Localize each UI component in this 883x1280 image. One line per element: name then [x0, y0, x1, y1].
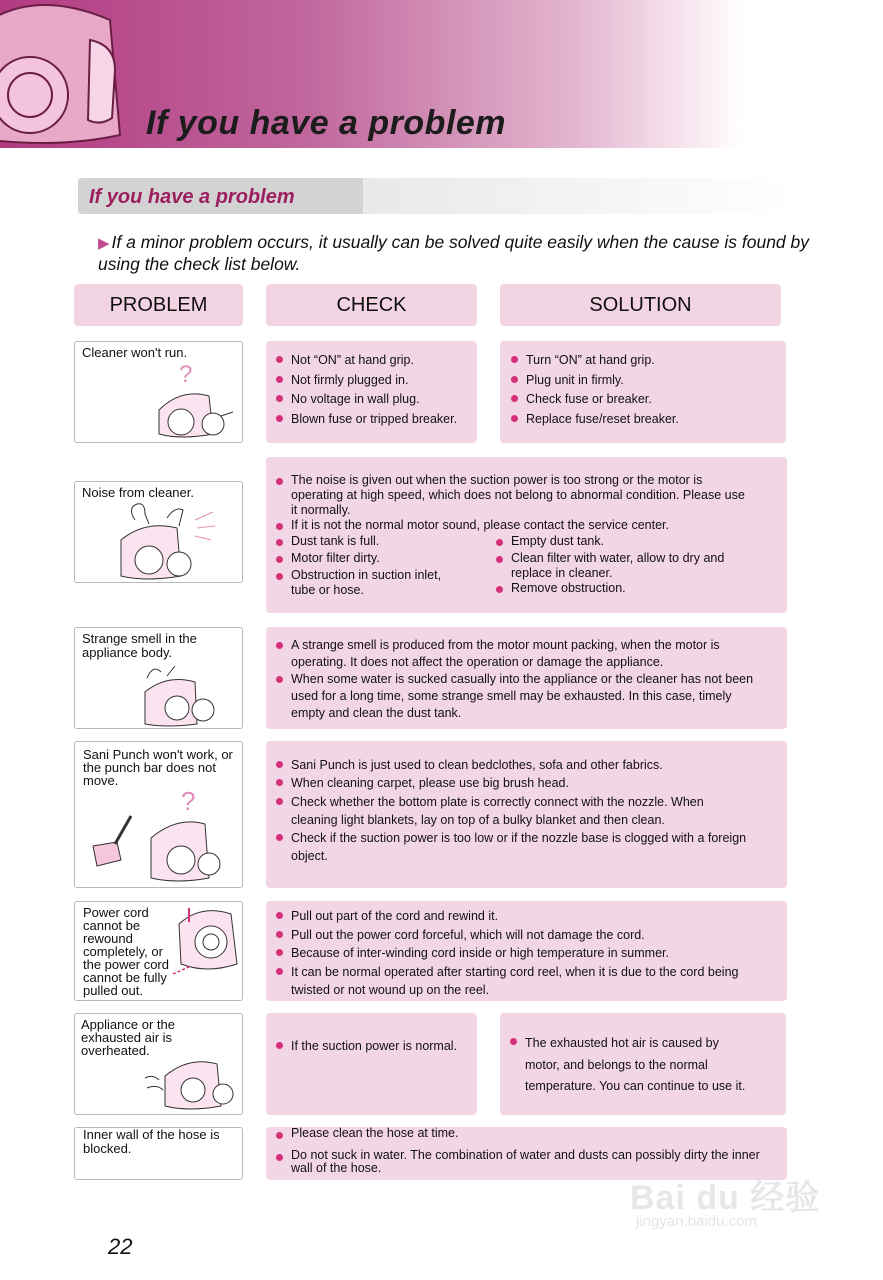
page-number: 22: [108, 1234, 133, 1259]
problem-cell: [74, 1013, 243, 1115]
triangle-bullet-icon: ▶: [98, 235, 110, 252]
column-header-check: CHECK: [266, 284, 477, 326]
problem-cell: [74, 901, 243, 1001]
watermark-url: jingyan.baidu.com: [636, 1213, 757, 1230]
list-item: Pull out part of the cord and rewind it.: [272, 907, 752, 926]
list-item: Blown fuse or tripped breaker.: [272, 410, 471, 430]
vacuum-banner-illustration: [0, 0, 150, 148]
svg-text:?: ?: [181, 786, 196, 816]
problem-text: Inner wall of the hose is blocked.: [83, 1127, 220, 1156]
problem-text: Sani Punch won't work, or the punch bar does not move.: [83, 747, 233, 788]
solution-cell: [500, 341, 786, 443]
cord-reel-illustration: [171, 904, 243, 980]
noisy-vacuum-illustration: [115, 500, 240, 582]
list-item: A strange smell is produced from the motor mount packing, when the motor is operating. It does not affect the operation or damage the appliance.: [272, 637, 762, 671]
page-title: If you have a problem: [146, 104, 507, 142]
check-cell: [266, 1013, 477, 1115]
list-item: Empty dust tank.: [492, 534, 742, 549]
list-item: Turn “ON” at hand grip.: [507, 351, 780, 371]
problem-text: Power cord cannot be rewound completely, or the power cord cannot be fully pulled out.: [83, 905, 169, 998]
smelly-vacuum-illustration: [137, 662, 237, 728]
list-item: Not firmly plugged in.: [272, 371, 471, 391]
problem-text: Appliance or the exhausted air is overheated.: [81, 1017, 175, 1058]
column-header-problem: PROBLEM: [74, 284, 243, 326]
list-item: Because of inter-winding cord inside or high temperature in summer.: [272, 944, 752, 963]
problem-cell: [74, 481, 243, 583]
check-cell: [266, 341, 477, 443]
column-header-solution: SOLUTION: [500, 284, 781, 326]
list-item: Do not suck in water. The combination of water and dusts can possibly dirty the inner wall of the hose.: [272, 1149, 772, 1175]
list-item: When cleaning carpet, please use big brush head.: [272, 774, 762, 792]
check-cell-wide: [266, 901, 787, 1001]
list-item: Pull out the power cord forceful, which will not damage the cord.: [272, 926, 752, 945]
intro-text: ▶ If a minor problem occurs, it usually can be solved quite easily when the cause is found by using the check list below.: [98, 232, 810, 274]
list-item: If it is not the normal motor sound, please contact the service center.: [272, 518, 777, 533]
watermark-logo: Bai du 经验: [630, 1179, 821, 1217]
list-item: It can be normal operated after starting cord reel, when it is due to the cord being twisted or not wound up on the reel.: [272, 963, 752, 1000]
list-item: The exhausted hot air is caused by motor, and belongs to the normal temperature. You can continue to use it.: [506, 1033, 746, 1098]
list-item: Remove obstruction.: [492, 581, 742, 596]
list-item: Plug unit in firmly.: [507, 371, 780, 391]
sani-punch-illustration: [87, 786, 242, 886]
problem-cell: [74, 741, 243, 888]
list-item: Check if the suction power is too low or if the nozzle base is clogged with a foreign object.: [272, 829, 762, 866]
list-item: The noise is given out when the suction power is too strong or the motor is operating at high speed, which does not belong to abnormal condition. Please use it normally.: [272, 473, 746, 518]
list-item: Dust tank is full.: [272, 534, 492, 549]
list-item: Motor filter dirty.: [272, 551, 492, 566]
svg-text:?: ?: [179, 361, 193, 388]
problem-cell: [74, 1127, 243, 1180]
list-item: Check fuse or breaker.: [507, 390, 780, 410]
list-item: No voltage in wall plug.: [272, 390, 471, 410]
problem-text: Cleaner won't run.: [82, 345, 188, 360]
list-item: Clean filter with water, allow to dry and replace in cleaner.: [492, 551, 741, 581]
list-item: Not “ON” at hand grip.: [272, 351, 471, 371]
check-cell-wide: [266, 741, 787, 888]
list-item: Check whether the bottom plate is correctly connect with the nozzle. When cleaning light blankets, lay on top of a bulky blanket and then clean.: [272, 793, 731, 830]
list-item: Please clean the hose at time.: [272, 1127, 772, 1140]
problem-cell: [74, 627, 243, 729]
list-item: Obstruction in suction inlet, tube or hose.: [272, 568, 456, 598]
hot-vacuum-illustration: [143, 1048, 241, 1114]
check-cell-wide: [266, 457, 787, 613]
list-item: When some water is sucked casually into the appliance or the cleaner has not been used for a long time, some strange smell may be exhausted. In this case, timely empty and clean the dust tank.: [272, 671, 762, 722]
problem-text: Noise from cleaner.: [82, 485, 194, 500]
check-cell-wide: [266, 627, 787, 729]
vacuum-question-illustration: [151, 360, 241, 442]
list-item: Sani Punch is just used to clean bedclothes, sofa and other fabrics.: [272, 756, 762, 774]
solution-cell: [500, 1013, 786, 1115]
section-title: If you have a problem: [89, 186, 295, 208]
list-item: If the suction power is normal.: [272, 1037, 471, 1055]
problem-cell: [74, 341, 243, 443]
problem-text: Strange smell in the appliance body.: [82, 631, 197, 660]
list-item: Replace fuse/reset breaker.: [507, 410, 780, 430]
